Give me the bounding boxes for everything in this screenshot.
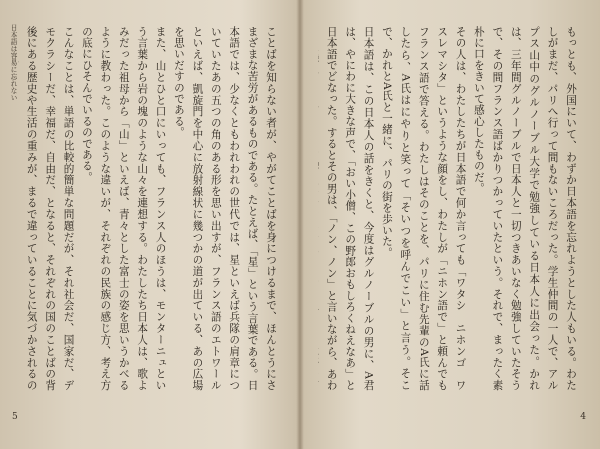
- right-page-number: 4: [580, 412, 586, 422]
- left-paragraph-2: また、山とひと口にいっても、フランス人のほうは、モンターニュという言葉から岩の塊のような山々を連想する。わたしたち日本人は、歌よみだった祖母から「山」といえば、青々とした富士の姿を思いうかべるように教わった。このような違いが、それぞれの民族の感じ方、考え方の底にひそんでいるのである。: [80, 26, 167, 391]
- left-paragraph-3: こんなことは、単語の比較的簡単な問題だが、それ社会だ、国家だ、デモクラシーだ、幸福だ、自由だ、となると、それぞれの国のことばの背後にある歴史や生活の重みが、まるで違っていることに気づかされるの: [25, 26, 75, 391]
- right-page: [302, 0, 600, 449]
- right-paragraph-3: 日本語は、この日本人の話をきくと、今度はグルノーブルの男に、A君は、やにわに大きな声で、「おい小僧、この野郎おもしろくねえなあ」と日本語でどなった。するとその男は、「ノン、ノン」と言いながら、あわ: [325, 26, 375, 391]
- left-page: [0, 0, 298, 449]
- left-paragraph-1: ことばを知らない者が、やがてことばを身につけるまで、ほんとうにさまざまな苦労があるものである。たとえば、「星」という言葉である。日本語では、少なくともわれわれの世代では、星といえば兵隊の肩章についていたあの五つの角のある形を思い出すが、フランス語のエトワールといえば、凱旋門を中心に放射線状に幾つかの道が出ている、あの広場を思いだすのである。: [172, 26, 277, 391]
- right-paragraph-2: その人は、わたしたちが日本語で何か言っても「ワタシ ニホンゴ ワスレマシタ」というような顔をし、わたしが「ニホン語で」と頼んでもフランス語で答える。わたしはそのことを、パリに住む先輩のA氏に話したら、A氏はにやりと笑って「そいつを呼んでこい」と言う。そこで、かれとA氏と一緒に、パリの街を歩いた。: [380, 26, 467, 391]
- left-page-number: 5: [12, 412, 18, 422]
- running-header: 日本語は容易に忘れない: [9, 24, 17, 101]
- right-page-body: [318, 26, 580, 391]
- left-page-body: [18, 26, 280, 391]
- right-paragraph-1: もっとも、外国にいて、わずか日本語を忘れようとした人もいる。わたしがまだ、パリへ行って間もないころだった。学生仲間の一人で、アルプス山中のグルノーブル大学で勉強している日本人に出会った。かれは、三年間グルノーブルで日本人と一切つきあいなく勉強していたそうで、その間フランス語ばかりつかっていたという。それで、まったく素朴に口をきいて感心したものだ。: [472, 26, 577, 391]
